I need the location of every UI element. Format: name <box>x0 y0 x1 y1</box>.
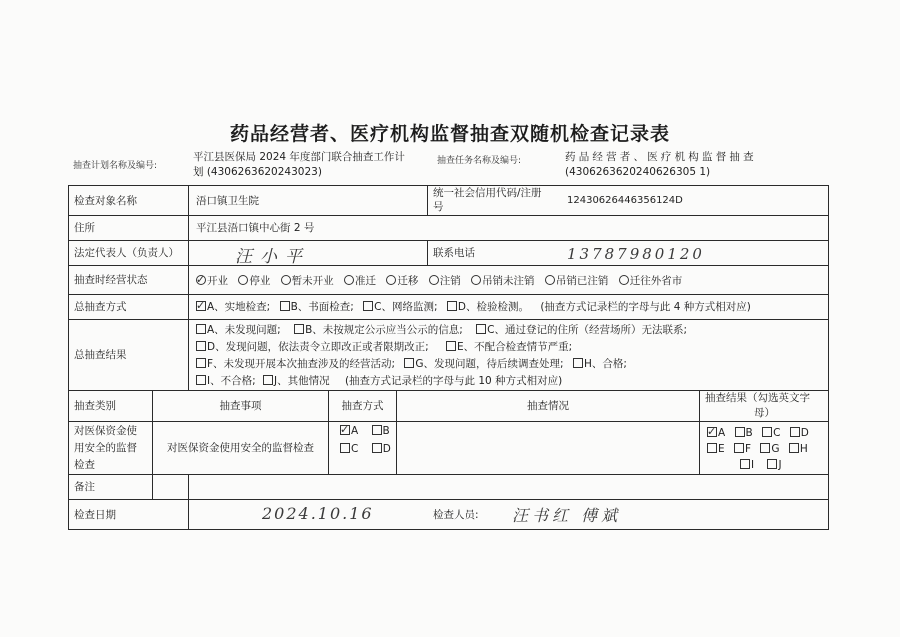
checkbox-icon <box>447 301 457 311</box>
result-line-4 <box>196 373 562 389</box>
status-option-zhunqian[interactable]: 准迁 <box>344 275 376 287</box>
credit-value: 12430626446356124D <box>567 194 683 206</box>
item-result-f[interactable]: F <box>734 443 751 455</box>
result-option-a[interactable]: A、未发现问题; <box>196 324 281 336</box>
items-header-category: 抽查类别 <box>74 400 116 412</box>
method-options <box>196 299 751 315</box>
credit-label-2: 号 <box>433 201 444 213</box>
checkbox-icon <box>735 427 745 437</box>
plan-value-line1: 平江县医保局 2024 年度部门联合抽查工作计 <box>193 151 405 163</box>
item-result-b[interactable]: B <box>735 427 753 439</box>
checkbox-icon <box>372 425 382 435</box>
radio-icon <box>281 275 291 285</box>
item-name: 对医保资金使用安全的监督检查 <box>167 442 314 454</box>
table-border-right <box>828 185 829 529</box>
checkbox-icon <box>372 443 382 453</box>
vline-credit <box>427 185 428 215</box>
item-result-row-2 <box>707 441 808 457</box>
item-result-row-3 <box>740 457 782 473</box>
checkbox-icon <box>263 375 273 385</box>
item-method-row-1 <box>340 423 390 439</box>
hline-8 <box>68 474 829 475</box>
radio-icon <box>238 275 248 285</box>
result-note: (抽查方式记录栏的字母与此 10 种方式相对应) <box>344 375 563 387</box>
checkbox-icon <box>740 459 750 469</box>
method-option-c[interactable]: C、网络监测; <box>363 301 437 313</box>
result-line-3 <box>196 356 627 372</box>
vline-phone <box>427 240 428 265</box>
checkbox-icon <box>196 301 206 311</box>
vline-label <box>188 185 189 390</box>
items-header-result-2: 母） <box>754 407 775 419</box>
items-header-result-1: 抽查结果（勾选英文字 <box>705 392 810 404</box>
result-option-c[interactable]: C、通过登记的住所（经营场所）无法联系; <box>476 324 687 336</box>
item-result-g[interactable]: G <box>760 443 779 455</box>
status-option-diaoxiao-yi[interactable]: 吊销已注销 <box>545 275 609 287</box>
radio-icon <box>471 275 481 285</box>
plan-value <box>193 150 405 180</box>
status-label: 抽查时经营状态 <box>74 274 148 286</box>
item-result-j[interactable]: J <box>767 459 781 471</box>
item-category-line-2: 用安全的监督 <box>74 442 137 454</box>
checkmark-icon: ✓ <box>196 299 206 312</box>
checkbox-icon <box>760 443 770 453</box>
status-option-tingye[interactable]: 停业 <box>238 275 270 287</box>
method-note: (抽查方式记录栏的字母与此 4 种方式相对应) <box>540 301 751 313</box>
result-option-b[interactable]: B、未按规定公示应当公示的信息; <box>294 324 463 336</box>
checkbox-icon <box>404 358 414 368</box>
checkbox-icon <box>196 375 206 385</box>
remark-label: 备注 <box>74 481 95 493</box>
checkbox-icon <box>196 341 206 351</box>
result-label: 总抽查结果 <box>74 349 127 361</box>
radio-icon <box>619 275 629 285</box>
task-value-line2: (4306263620240626305 1) <box>565 166 711 178</box>
legal-signature: 汪小平 <box>235 247 310 267</box>
hline-4 <box>68 294 829 295</box>
task-value-line1: 药品经营者、医疗机构监督抽查 <box>565 151 757 163</box>
items-header-situation: 抽查情况 <box>527 400 569 412</box>
hline-bottom <box>68 529 829 530</box>
hline-3 <box>68 265 829 266</box>
item-result-d[interactable]: D <box>790 427 809 439</box>
items-header-method: 抽查方式 <box>341 400 384 412</box>
checkbox-icon <box>734 443 744 453</box>
document-title: 药品经营者、医疗机构监督抽查双随机检查记录表 <box>229 123 670 145</box>
result-option-j[interactable]: J、其他情况 <box>263 375 330 387</box>
result-option-d[interactable]: D、发现问题，依法责令立即改正或者限期改正; <box>196 341 429 353</box>
hline-5 <box>68 319 829 320</box>
address-label: 住所 <box>74 222 95 234</box>
result-option-f[interactable]: F、未发现开展本次抽查涉及的经营活动; <box>196 358 395 370</box>
target-value: 浯口镇卫生院 <box>196 194 259 207</box>
vline-label-2 <box>188 474 189 529</box>
item-category-line-1: 对医保资金使 <box>74 425 137 437</box>
result-option-h[interactable]: H、合格; <box>573 358 627 370</box>
checkbox-icon <box>789 443 799 453</box>
status-option-diaoxiao-wei[interactable]: 吊销未注销 <box>471 275 535 287</box>
address-value: 平江县浯口镇中心街 2 号 <box>196 222 315 234</box>
status-option-zhuxiao[interactable]: 注销 <box>429 275 461 287</box>
checkbox-icon <box>196 358 206 368</box>
checkbox-icon <box>707 427 717 437</box>
item-method-d[interactable]: D <box>372 443 391 455</box>
method-label: 总抽查方式 <box>74 301 127 313</box>
checkbox-icon <box>790 427 800 437</box>
result-line-2 <box>196 339 572 355</box>
vline-items-4 <box>699 390 700 474</box>
date-label: 检查日期 <box>74 508 116 521</box>
method-option-d[interactable]: D、检验检测。 <box>447 301 529 313</box>
radio-icon <box>344 275 354 285</box>
legal-label: 法定代表人（负责人） <box>74 247 179 259</box>
task-label: 抽查任务名称及编号: <box>437 156 522 166</box>
item-result-h[interactable]: H <box>789 443 808 455</box>
checkmark-icon: ✓ <box>707 425 717 438</box>
date-value: 2024.10.16 <box>262 504 374 523</box>
item-result-a[interactable]: ✓ A <box>707 425 726 439</box>
checkbox-icon <box>476 324 486 334</box>
plan-value-line2: 划 (4306263620243023) <box>193 166 322 178</box>
checkbox-icon <box>707 443 717 453</box>
checkbox-icon <box>294 324 304 334</box>
method-option-a[interactable]: ✓ A、实地检查; <box>196 299 271 313</box>
radio-icon <box>429 275 439 285</box>
checkmark-icon: ✓ <box>196 273 206 286</box>
method-option-b[interactable]: B、书面检查; <box>280 301 354 313</box>
radio-icon <box>196 275 206 285</box>
checkmark-icon: ✓ <box>340 423 350 436</box>
task-value <box>565 150 757 180</box>
item-method-b[interactable]: B <box>372 425 390 437</box>
table-border-left <box>68 185 69 529</box>
result-option-i[interactable]: I、不合格; <box>196 375 256 387</box>
checkbox-icon <box>446 341 456 351</box>
radio-icon <box>386 275 396 285</box>
item-method-row-2 <box>340 441 391 457</box>
phone-label: 联系电话 <box>433 247 475 259</box>
radio-icon <box>545 275 555 285</box>
credit-label-1: 统一社会信用代码/注册 <box>433 187 542 199</box>
target-label: 检查对象名称 <box>74 194 137 207</box>
status-option-qianwang[interactable]: 迁往外省市 <box>619 275 683 287</box>
status-options <box>196 273 689 289</box>
result-line-1 <box>196 322 687 338</box>
item-result-row-1 <box>707 425 809 441</box>
result-option-e[interactable]: E、不配合检查情节严重; <box>446 341 572 353</box>
checkbox-icon <box>767 459 777 469</box>
item-result-i[interactable]: I <box>740 459 754 471</box>
plan-label: 抽查计划名称及编号: <box>73 161 158 171</box>
checkbox-icon <box>363 301 373 311</box>
checkbox-icon <box>762 427 772 437</box>
item-method-a[interactable]: ✓ A <box>340 423 359 437</box>
status-option-zanwei[interactable]: 暂未开业 <box>281 275 334 287</box>
item-category-line-3: 检查 <box>74 459 95 471</box>
item-method-c[interactable]: C <box>340 443 358 455</box>
checkbox-icon <box>340 443 350 453</box>
item-result-c[interactable]: C <box>762 427 780 439</box>
checkbox-icon <box>280 301 290 311</box>
status-option-qianyi[interactable]: 迁移 <box>386 275 418 287</box>
hline-1 <box>68 215 829 216</box>
phone-value: 13787980120 <box>567 245 705 263</box>
checkbox-icon <box>340 425 350 435</box>
status-option-kaiye[interactable]: ✓ 开业 <box>196 273 228 287</box>
items-header-item: 抽查事项 <box>219 400 262 412</box>
checkbox-icon <box>573 358 583 368</box>
item-result-e[interactable]: E <box>707 443 725 455</box>
result-option-g[interactable]: G、发现问题，待后续调查处理; <box>404 358 563 370</box>
inspector-signature: 汪书红 傅斌 <box>512 506 622 525</box>
checkbox-icon <box>196 324 206 334</box>
inspector-label: 检查人员: <box>433 508 479 521</box>
